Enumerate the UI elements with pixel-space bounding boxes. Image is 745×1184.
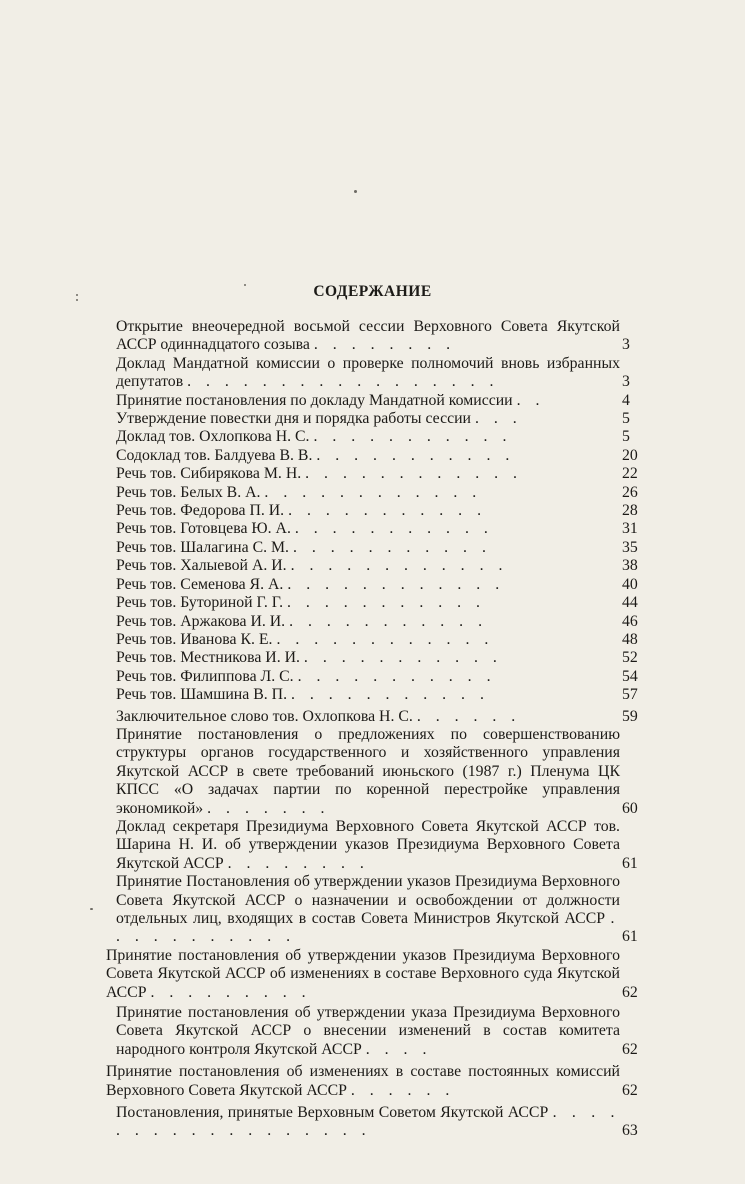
toc-entry [116,818,646,873]
table-of-contents [106,318,646,1141]
toc-entry-text: Речь тов. Местникова И. И. [116,649,300,667]
toc-entry-text: Речь тов. Семенова Я. А. [116,575,284,593]
toc-leader: . . [516,391,545,409]
toc-leader: . . . . . . . . . . . [290,686,490,704]
toc-entry [116,708,646,726]
toc-page-number: 59 [622,707,638,725]
toc-entry-text: Постановления, принятые Верховным Советом Якутской АССР [116,1104,549,1122]
toc-entry [116,726,646,818]
toc-page-number: 40 [622,575,638,593]
toc-entry [106,947,646,1002]
toc-entry-text: Принятие постановления по докладу Мандатной комиссии [116,391,513,409]
toc-entry [116,484,646,502]
toc-leader: . . . . . . . . . . . [297,667,497,685]
toc-page-number: 63 [622,1122,638,1140]
toc-entry-text: Речь тов. Готовцева Ю. А. [116,520,291,538]
toc-entry-text: Доклад Мандатной комиссии о проверке полномочий вновь избранных депутатов [116,354,620,391]
toc-entry [116,465,646,483]
toc-entry [116,1004,646,1059]
toc-entry [116,318,646,355]
toc-page-number: 5 [622,428,630,446]
toc-entry-text: Речь тов. Халыевой А. И. [116,557,287,575]
toc-entry [116,1104,646,1141]
toc-leader: . . . . . . . . . . . . [305,465,523,483]
toc-page-number: 61 [622,854,638,872]
toc-entry [116,631,646,649]
toc-page-number: 52 [622,649,638,667]
toc-entry [116,873,646,947]
toc-leader: . . . . . . [350,1081,455,1099]
toc-page-number: 60 [622,799,638,817]
toc-entry [116,428,646,446]
toc-entry [116,410,646,428]
toc-page-number: 48 [622,630,638,648]
toc-leader: . . . . [365,1040,432,1058]
toc-leader: . . . . . . . . . . . [292,538,492,556]
toc-page-number: 31 [622,520,638,538]
toc-leader: . . . . . . . . [227,854,370,872]
toc-page-number: 4 [622,391,630,409]
toc-entry [116,355,646,392]
toc-page-number: 54 [622,667,638,685]
toc-entry-text: Заключительное слово тов. Охлопкова Н. С. [116,707,413,725]
toc-entry-text: Принятие постановления об изменениях в составе постоянных комиссий Верховного Совета Якутской АССР [106,1063,620,1099]
toc-leader: . . . . . . . . . . . [294,520,494,538]
toc-entry [116,686,646,704]
toc-entry-text: Утверждение повестки дня и порядка работы сессии [116,410,472,428]
toc-entry [116,520,646,538]
toc-entry [116,594,646,612]
toc-page-number: 3 [622,336,630,354]
toc-entry [116,502,646,520]
toc-entry-text: Речь тов. Федорова П. И. [116,502,285,520]
toc-entry-text: Речь тов. Филиппова Л. С. [116,667,294,685]
toc-page-number: 44 [622,594,638,612]
toc-entry [116,539,646,557]
toc-leader: . . . . . . . . . . . [289,612,488,630]
toc-entry-text: Принятие постановления о предложениях по совершенствованию структуры органов государственного и хозяйственного управления Якутской АССР в свете требований июньского (1987 г.) Пленума ЦК КПСС «О задачах партии по коренной перестройке управления экономикой» [116,725,620,817]
toc-leader: . . . . . . . . [313,336,456,354]
toc-entry [116,392,646,410]
toc-page-number: 61 [622,928,638,946]
toc-page-number: 35 [622,538,638,556]
toc-leader: . . . . . . [416,707,521,725]
toc-entry [116,557,646,575]
toc-entry-text: Доклад секретаря Президиума Верховного Совета Якутской АССР тов. Шарина Н. И. об утверждении указов Президиума Верховного Совета Якутской АССР [116,817,620,872]
toc-leader: . . . . . . . . . . . . [287,575,505,593]
toc-leader: . . . . . . . . . . . [288,502,487,520]
toc-leader: . . . . . . . . . . . [303,649,503,667]
toc-page-number: 28 [622,502,638,520]
toc-entry [116,613,646,631]
toc-entry-text: Речь тов. Буториной Г. Г. [116,594,284,612]
toc-page-number: 62 [622,983,638,1001]
toc-page-number: 20 [622,446,638,464]
toc-leader: . . . . . . . . . . . . [264,483,482,501]
toc-entry-text: Открытие внеочередной восьмой сессии Верховного Совета Якутской АССР одиннадцатого созыва [116,318,620,354]
toc-entry-text: Доклад тов. Охлопкова Н. С. [116,428,310,446]
toc-leader: . . . . . . . . . . . . [276,630,494,648]
toc-leader: . . . . . . . . . [150,983,312,1001]
toc-page-number: 3 [622,373,630,391]
toc-leader: . . . . . . . . . . . . . . . . . [187,373,499,391]
toc-leader: . . . [474,410,523,428]
toc-page-number: 57 [622,686,638,704]
toc-entry [116,447,646,465]
toc-entry-text: Речь тов. Шамшина В. П. [116,686,288,704]
toc-page-number: 62 [622,1040,638,1058]
toc-entry-text: Речь тов. Иванова К. Е. [116,630,273,648]
toc-entry [116,576,646,594]
toc-entry-text: Принятие Постановления об утверждении указов Президиума Верховного Совета Якутской АССР о назначении и освобождении от должности отдельных лиц, входящих в состав Совета Министров Якутской АССР [116,873,620,927]
toc-page-number: 46 [622,612,638,630]
toc-entry-text: Речь тов. Сибирякова М. Н. [116,465,302,483]
toc-leader: . . . . . . . . . . . . . . . . . . [116,1104,620,1140]
toc-leader: . . . . . . . . . . . . [290,557,508,575]
toc-entry-text: Принятие постановления об утверждении указа Президиума Верховного Совета Якутской АССР о внесении изменений в состав комитета народного контроля Якутской АССР [116,1004,620,1058]
toc-entry-text: Принятие постановления об утверждении указов Президиума Верховного Совета Якутской АССР об изменениях в составе Верховного суда Якутской АССР [106,946,620,1001]
toc-page-number: 5 [622,410,630,428]
toc-entry-text: Речь тов. Шалагина С. М. [116,538,290,556]
toc-leader: . . . . . . . . . . . [287,594,486,612]
toc-page-number: 22 [622,465,638,483]
toc-leader: . . . . . . . . . . . [116,910,620,946]
toc-entry-text: Содоклад тов. Балдуева В. В. [116,446,313,464]
toc-entry-text: Речь тов. Аржакова И. И. [116,612,286,630]
toc-entry [116,649,646,667]
toc-entry [106,1063,646,1100]
toc-entry [116,668,646,686]
toc-leader: . . . . . . . [207,799,330,817]
page-title: СОДЕРЖАНИЕ [313,283,432,300]
toc-page-number: 26 [622,483,638,501]
toc-leader: . . . . . . . . . . . [316,446,515,464]
toc-entry-text: Речь тов. Белых В. А. [116,483,261,501]
toc-page-number: 62 [622,1081,638,1099]
toc-page-number: 38 [622,557,638,575]
toc-leader: . . . . . . . . . . . [313,428,512,446]
